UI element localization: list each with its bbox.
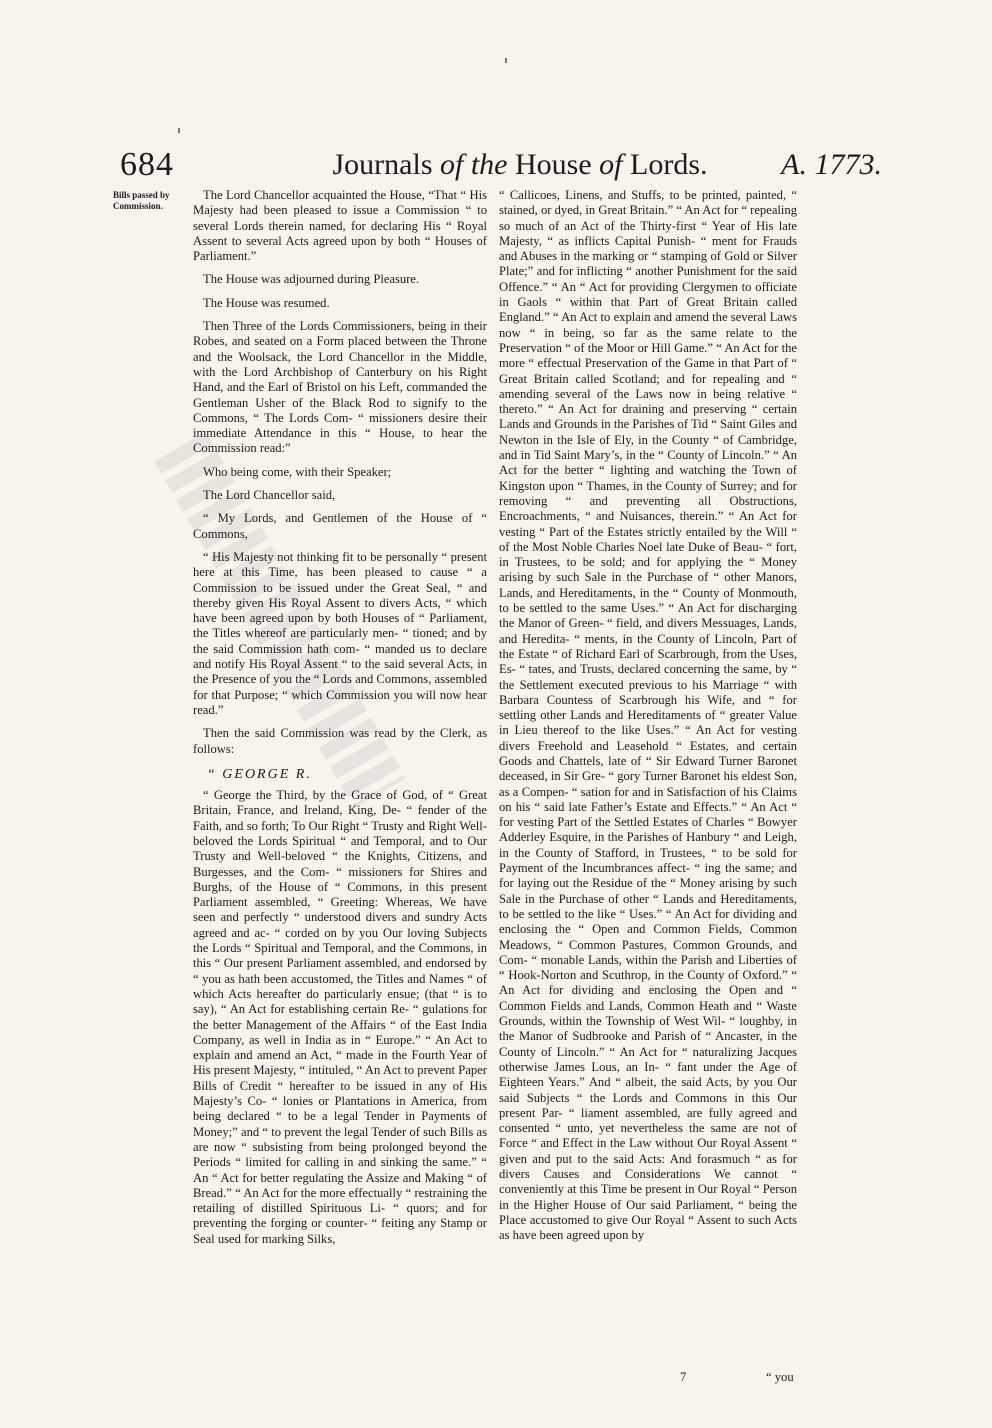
paragraph: The Lord Chancellor said, — [203, 488, 336, 503]
title-word-house: House — [515, 148, 592, 181]
paragraph: “ My Lords, and Gentlemen of the House of “ Commons, — [193, 511, 487, 541]
paragraph: The House was resumed. — [203, 295, 330, 310]
margin-note: Bills passed by Commission. — [113, 190, 170, 211]
paragraph: Then Three of the Lords Commissioners, being in their Robes, and seated on a Form placed between the Throne and the Woolsack, the Lord Chancellor in the Middle, with the Lord Archbishop of Canterbury on his Right Hand, and the Earl of Bristol on his Left, commanded the Gentleman Usher of the Black Rod to signify to the Commons, “ The Lords Com- “ missioners desire their immediate Attendance in this “ House, to hear the Commission read:” — [193, 319, 487, 456]
paragraph: “ His Majesty not thinking fit to be personally “ present here at this Time, has been pleased to cause “ a Commission to be issued under the Great Seal, “ and thereby given His Royal Assent to divers Acts, “ which have been agreed upon by both Houses of “ Parliament, the Titles whereof are particularly men- “ tioned; and by the said Commission hath com- “ manded us to declare and notify His Royal Assent “ to the said several Acts, in the Presence of you the “ Lords and Commons, assembled for that Purpose; “ which Commission you will now hear read.” — [193, 549, 487, 717]
paragraph: “ George the Third, by the Grace of God, of “ Great Britain, France, and Ireland, King, De- “ fender of the Faith, and so forth; To Our Right “ Trusty and Right Well-beloved the Lords Spiritual “ and Temporal, and to Our Trusty and Well-beloved “ the Knights, Citizens, and Burgesses, and the Com- “ missioners for Shires and Burghs, of the House of “ Commons, in this present Parliament assembled, “ Greeting: Whereas, We have seen and perfectly “ understood divers and sundry Acts agreed and ac- “ corded on by you Our loving Subjects the Lords “ Spiritual and Temporal, and the Commons, in this “ Our present Parliament assembled, and endorsed by “ you as hath been accustomed, the Titles and Names “ of which Acts hereafter do particularly ensue; (that “ is to say), “ An Act for establishing certain Re- “ gulations for the better Management of the Affairs “ of the East India Company, as well in India as in “ Europe.” “ An Act to explain and amend an Act, “ made in the Fourth Year of His present Majesty, “ intituled, “ An Act to prevent Paper Bills of Credit “ hereafter to be issued in any of His Majesty’s Co- “ lonies or Plantations in America, from being declared “ to be a legal Tender in Payments of Money;” and “ to prevent the legal Tender of such Bills as are now “ subsisting from being prolonged beyond the Periods “ limited for calling in and sinking the same.” “ An “ Act for better regulating the Assize and Making “ of Bread.” “ An Act for the more effectually “ restraining the retailing of distilled Spirituous Li- “ quors; and for preventing the forging or counter- “ feiting any Stamp or Seal used for marking Silks, — [193, 788, 487, 1246]
paragraph: The Lord Chancellor acquainted the House, “That “ His Majesty had been pleased to issue a Commission “ to several Lords therein named, for declaring His “ Royal Assent to several Acts agreed upon by both “ Houses of Parliament.” — [193, 188, 487, 264]
left-column — [193, 188, 487, 1255]
title-word-lords: Lords. — [630, 148, 708, 181]
right-column — [499, 188, 797, 1251]
page-number: 684 — [120, 146, 174, 183]
title-word-journals: Journals — [332, 148, 433, 181]
title-word-of: of — [599, 148, 623, 181]
running-title — [300, 148, 740, 182]
ink-speck — [505, 58, 507, 63]
signature-mark: 7 — [680, 1370, 687, 1384]
page-year: A. 1773. — [781, 148, 882, 181]
paragraph: “ Callicoes, Linens, and Stuffs, to be printed, painted, “ stained, or dyed, in Great Britain.” “ An Act for “ repealing so much of an Act of the Thirty-first “ Year of His late Majesty, “ as inflicts Capital Punish- “ ment for Frauds and Abuses in the marking or “ stamping of Gold or Silver Plate;” and for inflicting “ another Punishment for the said Offence.” “ An “ Act for providing Clergymen to officiate in Gaols “ within that Part of Great Britain called England.” “ An Act to explain and amend the several Laws now “ in being, so far as the same relate to the Preservation “ of the Moor or Hill Game.” “ An Act for the more “ effectual Preservation of the Game in that Part of “ Great Britain called Scotland; and for repealing and “ amending several of the Laws now in being relative “ thereto.” “ An Act for draining and preserving “ certain Lands and Grounds in the Parishes of Tid “ Saint Giles and Newton in the Isle of Ely, in the County “ of Cambridge, and in Tid Saint Mary’s, in the “ County of Lincoln.” “ An Act for the better “ lighting and watching the Town of Kingston upon “ Thames, in the County of Surrey; and for removing “ and preventing all Obstructions, Encroachments, “ and Nuisances, therein.” “ An Act for vesting “ Part of the Estates strictly entailed by the Will “ of the Most Noble Charles Noel late Duke of Beau- “ fort, in Trustees, to be sold; and for applying the “ Money arising by such Sale in the Purchase of “ other Manors, Lands, and Hereditaments, in the “ County of Monmouth, to be settled to the same Uses.” “ An Act for discharging the Manor of Green- “ field, and divers Messuages, Lands, and Heredita- “ ments, in the County of Lincoln, Part of the Estate “ of Richard Earl of Scarbrough, from the Uses, Es- “ tates, and Trusts, declared concerning the same, by “ the Settlement executed previous to his Marriage “ with Barbara Countess of Scarbrough his Wife, and “ for settling other Lands and Hereditaments of “ greater Value in Lieu thereof to the like Uses.” “ An Act for vesting divers Freehold and Leasehold “ Estates, and certain Goods and Chattels, late of “ Sir Edward Turner Baronet deceased, in Sir Gre- “ gory Turner Baronet his eldest Son, as a Compen- “ sation for and in Satisfaction of his Claims on his “ said late Father’s Estate and Effects.” “ An Act “ for vesting Part of the Settled Estates of Charles “ Bowyer Adderley Esquire, in the Parishes of Hanbury “ and Leigh, in the County of Stafford, in Trustees, “ to be sold for Payment of the Incumbrances affect- “ ing the same; and for laying out the Residue of the “ Money arising by such Sale in the Purchase of other “ Lands and Hereditaments, to be settled to the like “ Uses.” “ An Act for dividing and enclosing the “ Open and Common Fields, Common Meadows, “ Common Pastures, Common Grounds, and Com- “ monable Lands, within the Parish and Liberties of “ Hook-Norton and Scuthrop, in the County of Oxford.” “ An Act for dividing and enclosing the Open and “ Common Fields and Lands, Common Heath and “ Waste Grounds, within the Township of West Wil- “ loughby, in the Manor of Sudbrooke and Parish of “ Ancaster, in the County of Lincoln.” “ An Act for “ naturalizing Jacques otherwise James Lous, an In- “ fant under the Age of Eighteen Years.” And “ albeit, the said Acts, by you Our said Subjects “ the Lords and Commons in this Our present Par- “ liament assembled, are fully agreed and consented “ unto, yet nevertheless the same are not of Force “ and Effect in the Law without Our Royal Assent “ given and put to the said Acts: And forasmuch “ as for divers Causes and Considerations We cannot “ conveniently at this Time be present in Our Royal “ Person in the Higher House of Our said Parliament, “ being the Place accustomed to give Our Royal “ Assent to such Acts as have been agreed upon by — [499, 188, 797, 1243]
paragraph: Then the said Commission was read by the Clerk, as follows: — [193, 726, 487, 756]
catchword: “ you — [766, 1370, 794, 1384]
ink-speck — [178, 128, 180, 133]
page-header — [120, 146, 882, 186]
paragraph: Who being come, with their Speaker; — [203, 464, 392, 479]
title-word-of-the: of the — [440, 148, 508, 181]
paragraph: The House was adjourned during Pleasure. — [203, 272, 420, 287]
commission-heading: “ GEORGE R. — [207, 766, 312, 782]
